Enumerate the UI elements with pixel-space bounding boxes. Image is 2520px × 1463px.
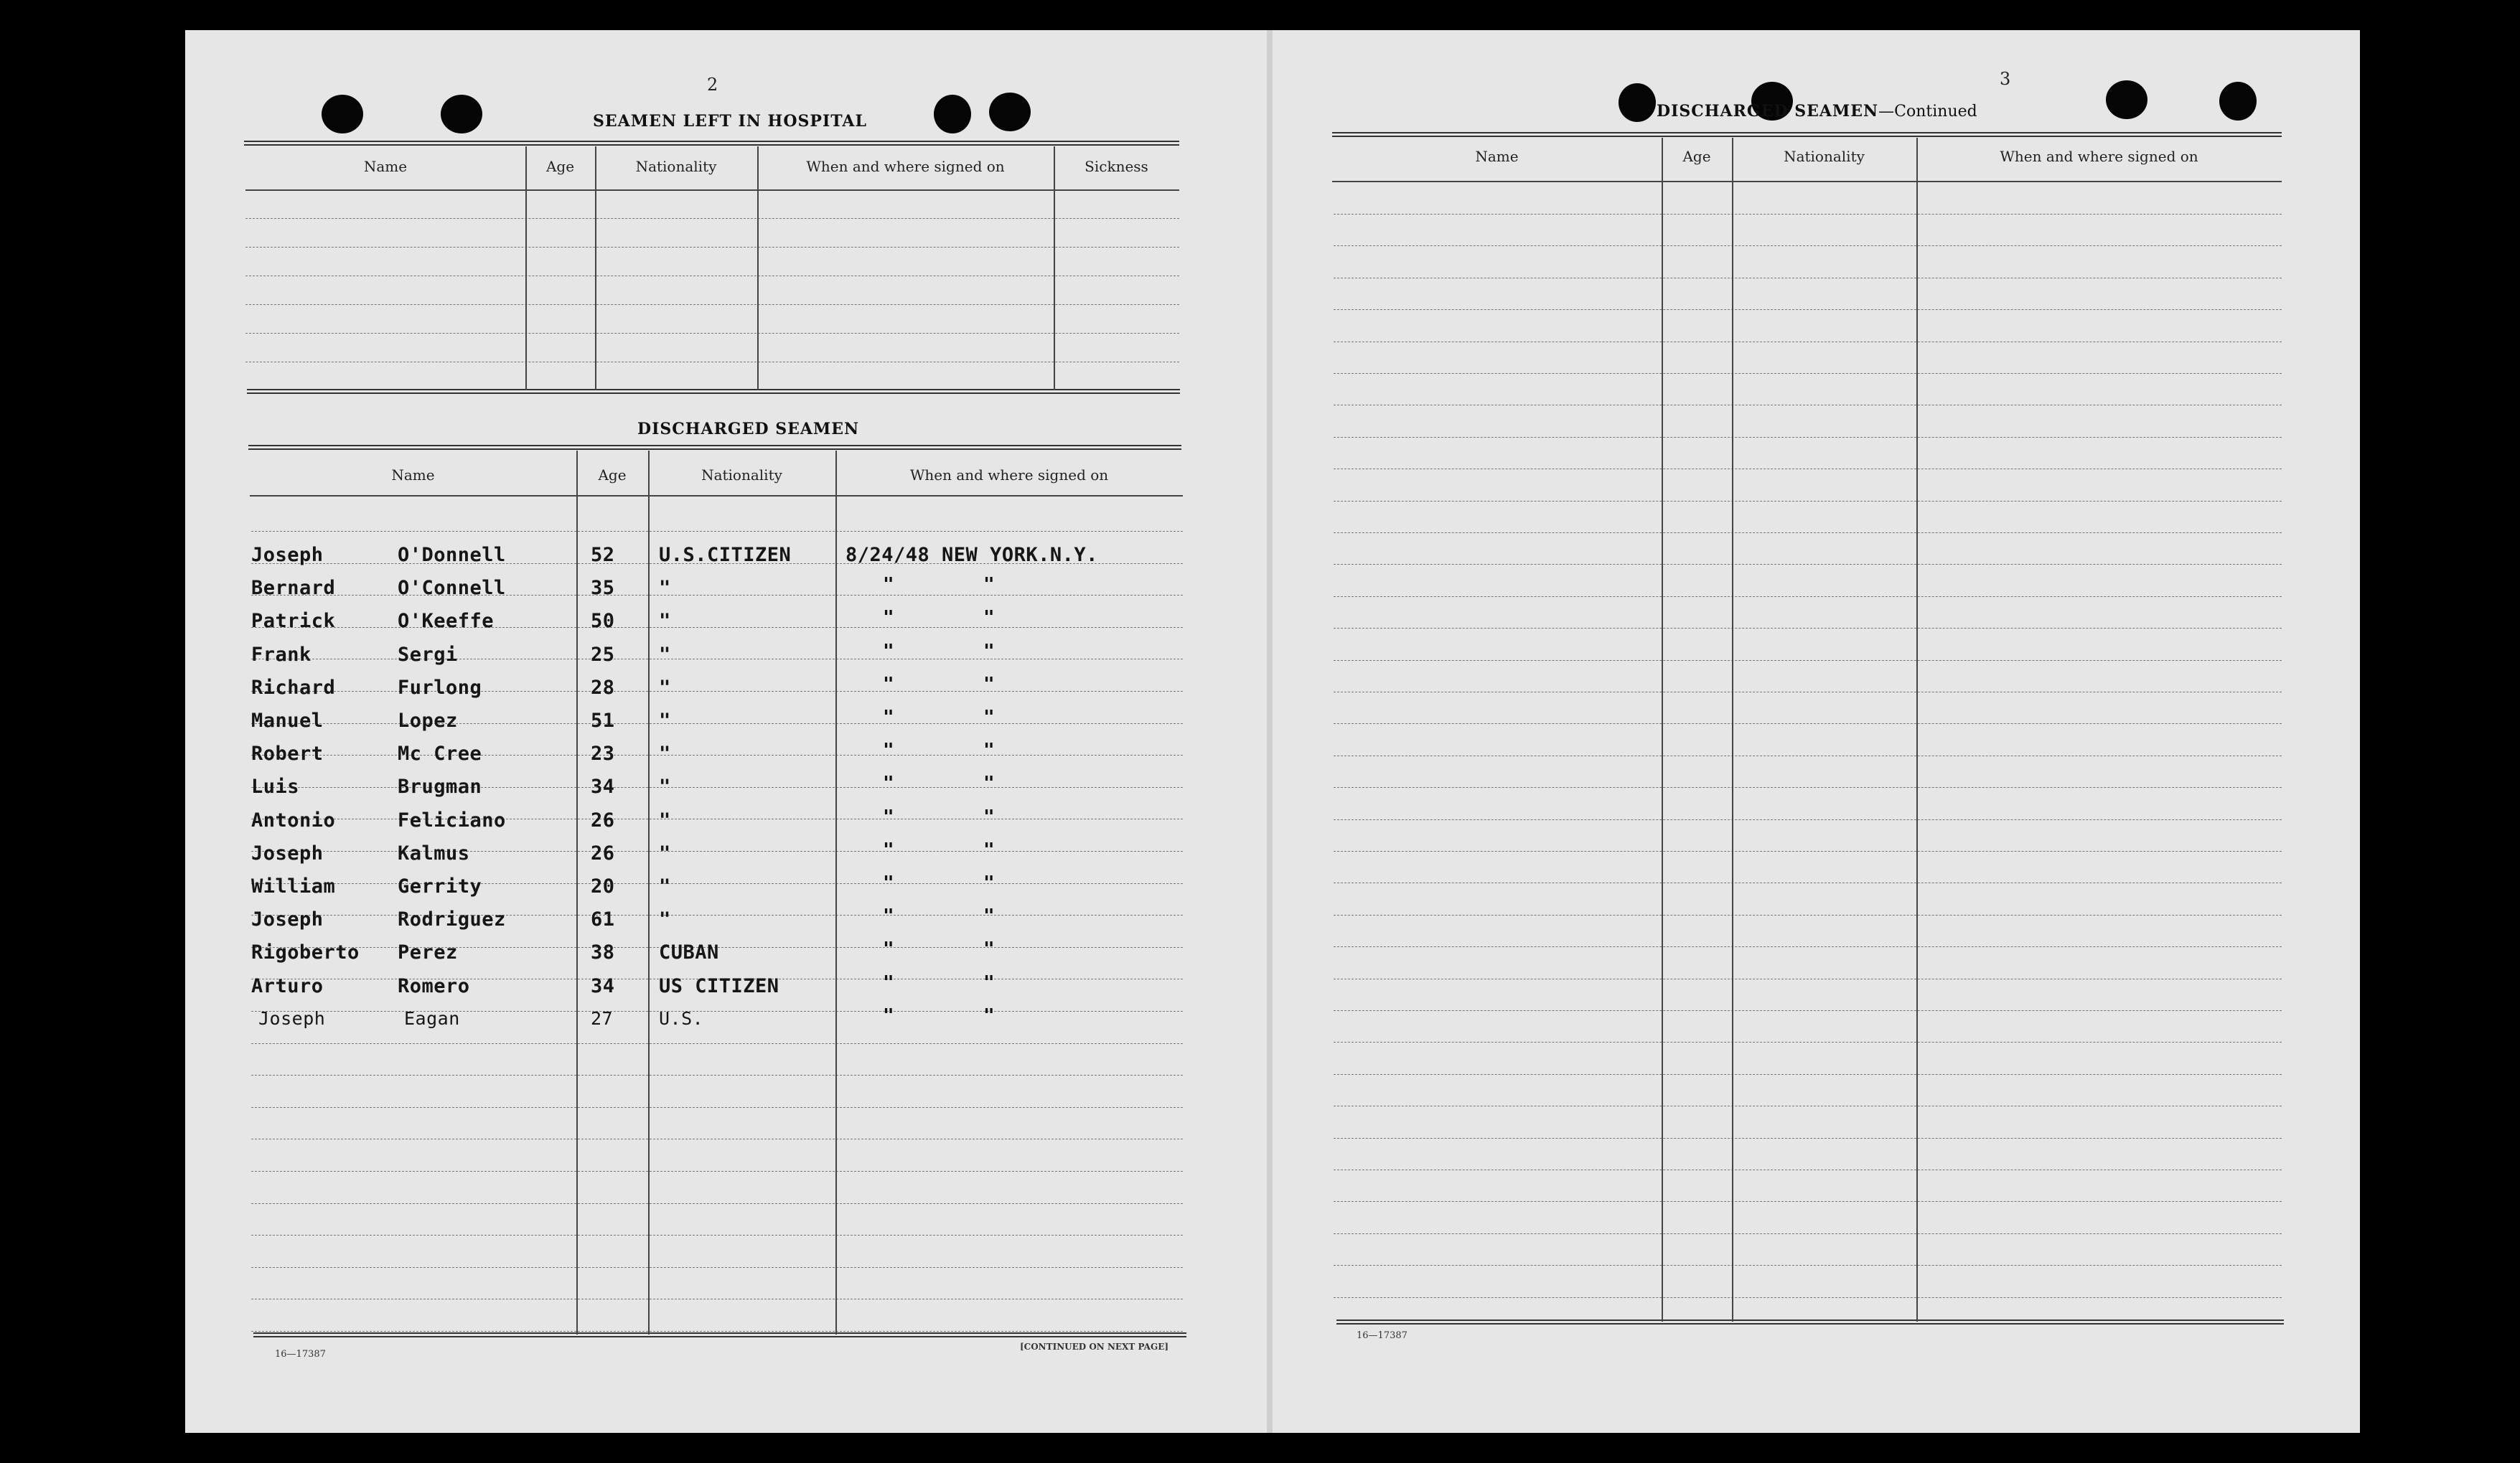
column-header: Age — [1682, 148, 1711, 165]
punch-hole — [322, 95, 363, 133]
ditto-mark-date: " — [883, 905, 894, 927]
ditto-mark-place: " — [983, 1005, 995, 1027]
last-name: O'Connell — [398, 577, 506, 599]
nationality-value: US CITIZEN — [659, 975, 779, 997]
section-title — [1657, 102, 1977, 121]
ruled-line — [1334, 1010, 2282, 1011]
ruled-line — [1334, 660, 2282, 661]
column-header: Nationality — [701, 466, 782, 484]
ruled-line — [251, 787, 1183, 788]
nationality-value: " — [659, 842, 671, 865]
ruled-line — [251, 691, 1183, 692]
age-value: 34 — [591, 975, 615, 997]
column-divider — [835, 451, 837, 1335]
nationality-value: " — [659, 809, 671, 832]
last-name: O'Keeffe — [398, 610, 495, 632]
table-top-rule — [244, 141, 1179, 146]
first-name: Rigoberto — [251, 941, 360, 964]
discharged-section-title: DISCHARGED SEAMEN — [637, 420, 860, 438]
ruled-line — [251, 1043, 1183, 1044]
ruled-line — [1334, 946, 2282, 947]
ditto-mark-date: " — [883, 1005, 894, 1027]
first-name: Joseph — [251, 842, 324, 865]
ruled-line — [245, 218, 1179, 219]
ditto-mark-place: " — [983, 740, 995, 761]
punch-hole — [934, 95, 971, 133]
ditto-mark-date: " — [883, 939, 894, 960]
nationality-value: " — [659, 677, 671, 699]
first-name: Antonio — [251, 809, 336, 832]
ruled-line — [251, 1235, 1183, 1236]
first-name: Frank — [251, 644, 312, 666]
ruled-line — [1334, 1297, 2282, 1298]
age-value: 25 — [591, 644, 615, 666]
age-value: 26 — [591, 842, 615, 865]
ruled-line — [1334, 532, 2282, 533]
ditto-mark-place: " — [983, 773, 995, 794]
ditto-mark-date: " — [883, 806, 894, 828]
ditto-mark-place: " — [983, 872, 995, 894]
column-header: Age — [545, 158, 575, 175]
ruled-line — [251, 723, 1183, 724]
column-header: Name — [391, 466, 435, 484]
ditto-mark-place: " — [983, 607, 995, 629]
first-name: Robert — [251, 743, 324, 765]
nationality-value: " — [659, 710, 671, 732]
column-divider — [595, 146, 596, 390]
ruled-line — [1334, 437, 2282, 438]
column-divider — [648, 451, 650, 1335]
column-divider — [1732, 138, 1733, 1322]
ruled-line — [1334, 915, 2282, 916]
ditto-mark-date: " — [883, 839, 894, 861]
ruled-line — [245, 247, 1179, 248]
ruled-line — [1334, 373, 2282, 374]
first-name: Bernard — [251, 577, 336, 599]
hospital-section-title: SEAMEN LEFT IN HOSPITAL — [593, 112, 867, 131]
first-name: Manuel — [251, 710, 324, 732]
ditto-mark-place: " — [983, 641, 995, 662]
punch-hole — [441, 95, 482, 133]
ditto-mark-place: " — [983, 839, 995, 861]
ruled-line — [251, 1107, 1183, 1108]
last-name: Perez — [398, 941, 458, 964]
ditto-mark-place: " — [983, 972, 995, 994]
table-bottom-rule — [1336, 1319, 2284, 1325]
ditto-mark-date: " — [883, 872, 894, 894]
column-header: Nationality — [1784, 148, 1865, 165]
table-top-rule — [1332, 132, 2282, 137]
nationality-value: " — [659, 776, 671, 798]
ruled-line — [251, 1171, 1183, 1172]
ruled-line — [251, 883, 1183, 884]
page-number: 2 — [707, 75, 718, 95]
first-name: Joseph — [258, 1008, 326, 1029]
ruled-line — [251, 1075, 1183, 1076]
last-name: Brugman — [398, 776, 482, 798]
section-title-main: DISCHARGED SEAMEN — [1657, 102, 1879, 121]
age-value: 28 — [591, 677, 615, 699]
ruled-line — [1334, 819, 2282, 820]
column-header: When and where signed on — [909, 466, 1109, 484]
column-divider — [1916, 138, 1918, 1322]
column-header: When and where signed on — [2000, 148, 2198, 165]
ditto-mark-date: " — [883, 607, 894, 629]
ditto-mark-date: " — [883, 707, 894, 728]
nationality-value: U.S.CITIZEN — [659, 544, 792, 566]
ruled-line — [1334, 787, 2282, 788]
column-header: Name — [363, 158, 408, 175]
last-name: Eagan — [404, 1008, 460, 1029]
ruled-line — [251, 1203, 1183, 1204]
column-header: Sickness — [1085, 158, 1148, 175]
ditto-mark-place: " — [983, 674, 995, 695]
page-number: 3 — [2000, 69, 2011, 89]
ditto-mark-place: " — [983, 939, 995, 960]
ruled-line — [251, 595, 1183, 596]
age-value: 20 — [591, 875, 615, 898]
signed-on-value: 8/24/48 NEW YORK.N.Y. — [846, 544, 1098, 566]
first-name: Joseph — [251, 908, 324, 931]
column-header: Nationality — [635, 158, 717, 175]
nationality-value: " — [659, 610, 671, 632]
first-name: Joseph — [251, 544, 324, 566]
ditto-mark-date: " — [883, 740, 894, 761]
ditto-mark-date: " — [883, 773, 894, 794]
last-name: Sergi — [398, 644, 458, 666]
ruled-line — [245, 304, 1179, 305]
nationality-value: " — [659, 875, 671, 898]
column-header: Age — [598, 466, 627, 484]
form-number: 16—17387 — [275, 1349, 326, 1360]
last-name: Mc Cree — [398, 743, 482, 765]
form-number: 16—17387 — [1357, 1330, 1407, 1341]
age-value: 38 — [591, 941, 615, 964]
last-name: Rodriguez — [398, 908, 506, 931]
punch-hole — [1619, 83, 1656, 122]
age-value: 23 — [591, 743, 615, 765]
table-top-rule — [248, 445, 1181, 450]
ruled-line — [251, 627, 1183, 628]
section-title-continued: —Continued — [1878, 103, 1977, 121]
column-divider — [1662, 138, 1663, 1322]
ruled-line — [1334, 723, 2282, 724]
table-bottom-rule — [247, 389, 1180, 394]
column-divider — [525, 146, 527, 390]
punch-hole — [989, 93, 1031, 131]
ruled-line — [251, 1011, 1183, 1012]
age-value: 52 — [591, 544, 615, 566]
last-name: Feliciano — [398, 809, 506, 832]
ruled-line — [251, 755, 1183, 756]
continued-note: [CONTINUED ON NEXT PAGE] — [1020, 1342, 1169, 1352]
ditto-mark-date: " — [883, 674, 894, 695]
nationality-value: " — [659, 577, 671, 599]
ditto-mark-date: " — [883, 641, 894, 662]
ruled-line — [251, 851, 1183, 852]
age-value: 26 — [591, 809, 615, 832]
first-name: William — [251, 875, 336, 898]
ruled-line — [1334, 309, 2282, 310]
nationality-value: " — [659, 908, 671, 931]
punch-hole — [2106, 80, 2147, 119]
ruled-line — [1334, 1265, 2282, 1266]
ruled-line — [1334, 214, 2282, 215]
ruled-line — [251, 1267, 1183, 1268]
last-name: Furlong — [398, 677, 482, 699]
ditto-mark-date: " — [883, 574, 894, 596]
age-value: 51 — [591, 710, 615, 732]
ruled-line — [1334, 1074, 2282, 1075]
ruled-line — [251, 1331, 1183, 1332]
column-header: Name — [1475, 148, 1519, 165]
ruled-line — [1334, 245, 2282, 246]
ruled-line — [1334, 1138, 2282, 1139]
ruled-line — [1334, 596, 2282, 597]
first-name: Arturo — [251, 975, 324, 997]
column-divider — [757, 146, 759, 390]
last-name: O'Donnell — [398, 544, 506, 566]
ruled-line — [1334, 851, 2282, 852]
age-value: 27 — [591, 1008, 614, 1029]
ruled-line — [1334, 1201, 2282, 1202]
table-bottom-rule — [253, 1332, 1186, 1337]
last-name: Gerrity — [398, 875, 482, 898]
first-name: Richard — [251, 677, 336, 699]
header-rule — [250, 495, 1183, 497]
last-name: Romero — [398, 975, 470, 997]
last-name: Lopez — [398, 710, 458, 732]
first-name: Luis — [251, 776, 300, 798]
scanned-document — [185, 30, 2360, 1433]
ruled-line — [251, 915, 1183, 916]
nationality-value: " — [659, 743, 671, 765]
nationality-value: CUBAN — [659, 941, 719, 964]
nationality-value: U.S. — [659, 1008, 704, 1029]
ruled-line — [251, 531, 1183, 532]
column-divider — [576, 451, 578, 1335]
age-value: 35 — [591, 577, 615, 599]
header-rule — [245, 189, 1179, 191]
ruled-line — [1334, 1042, 2282, 1043]
age-value: 50 — [591, 610, 615, 632]
ditto-mark-place: " — [983, 905, 995, 927]
ditto-mark-place: " — [983, 574, 995, 596]
last-name: Kalmus — [398, 842, 470, 865]
ruled-line — [1334, 628, 2282, 629]
ruled-line — [1334, 501, 2282, 502]
ruled-line — [1334, 564, 2282, 565]
first-name: Patrick — [251, 610, 336, 632]
header-rule — [1332, 181, 2282, 182]
ditto-mark-place: " — [983, 707, 995, 728]
column-divider — [1054, 146, 1055, 390]
age-value: 34 — [591, 776, 615, 798]
punch-hole — [2219, 82, 2257, 121]
ditto-mark-date: " — [883, 972, 894, 994]
ruled-line — [1334, 1233, 2282, 1234]
ditto-mark-place: " — [983, 806, 995, 828]
column-header: When and where signed on — [806, 158, 1005, 175]
age-value: 61 — [591, 908, 615, 931]
left-page — [185, 30, 1270, 1433]
right-page — [1270, 30, 2360, 1433]
nationality-value: " — [659, 644, 671, 666]
ruled-line — [245, 333, 1179, 334]
